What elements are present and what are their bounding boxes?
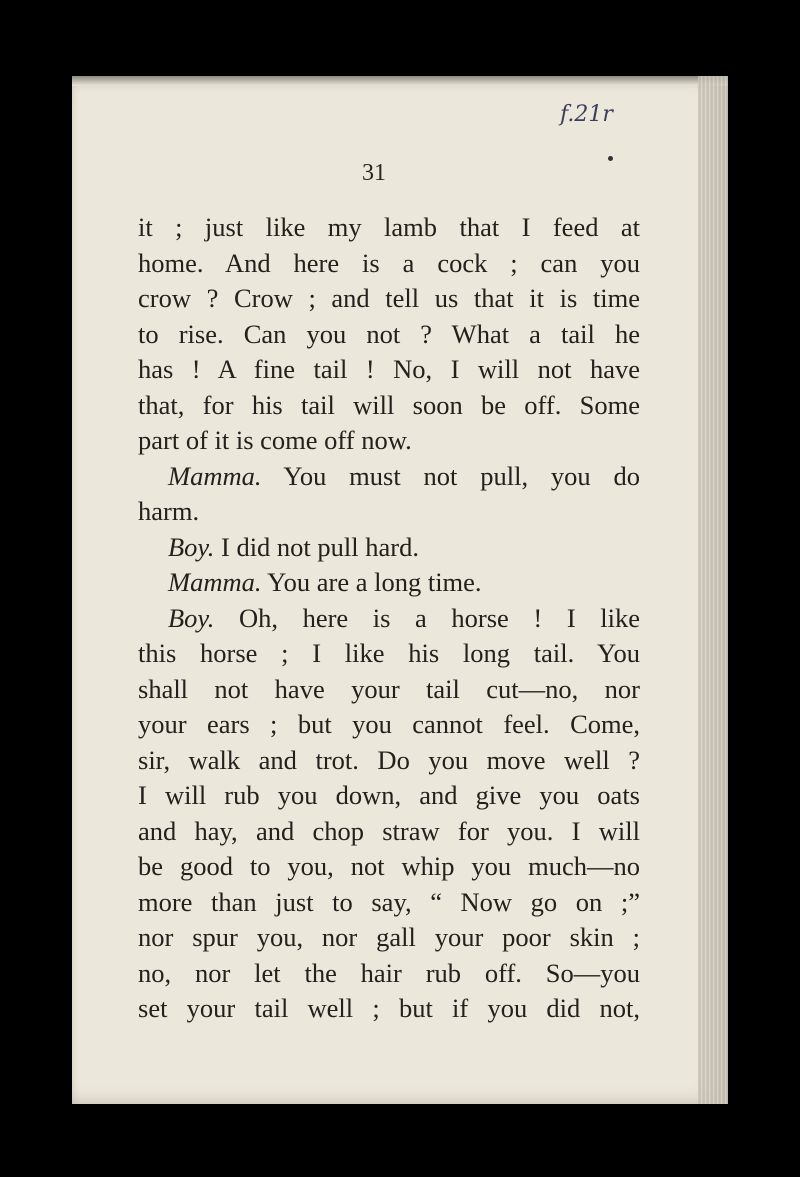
page-top-edge [72,76,728,86]
text-line: it ; just like my lamb that I feed at [138,212,640,242]
page-number: 31 [362,160,386,186]
speaker-label: Mamma. [168,460,262,491]
dialogue-line: Mamma. You are a long time. [168,567,482,597]
dialogue-line: Boy. I did not pull hard. [168,531,419,562]
speaker-label: Boy. [168,602,215,633]
text-line: no, nor let the hair rub off. So—you [138,957,640,988]
page-gutter-edge [698,76,728,1104]
handwritten-folio-mark: f.21r [560,102,613,127]
text-line: set your tail well ; but if you did not, [138,993,640,1023]
page-text [138,210,640,1027]
text-line: that, for his tail will soon be off. Some [138,389,640,420]
text-line: to rise. Can you not ? What a tail he [138,318,640,349]
text-line: has ! A fine tail ! No, I will not have [138,354,640,384]
text-line: this horse ; I like his long tail. You [138,638,640,668]
text-line: your ears ; but you cannot feel. Come, [138,709,640,739]
speaker-label: Mamma. [168,567,262,597]
book-page [72,76,728,1104]
text-line: be good to you, not whip you much—no [138,851,640,881]
dialogue-line: Boy. Oh, here is a horse ! I like [168,602,640,633]
dialogue-line: Mamma. You must not pull, you do [168,460,640,491]
text-line: home. And here is a cock ; can you [138,247,640,278]
speaker-label: Boy. [168,531,215,562]
text-line: part of it is come off now. [138,425,412,455]
text-line: crow ? Crow ; and tell us that it is time [138,283,640,313]
ink-dot [608,156,613,161]
text-line: shall not have your tail cut—no, nor [138,673,640,704]
text-line: I will rub you down, and give you oats [138,780,640,810]
text-line: nor spur you, nor gall your poor skin ; [138,922,640,952]
text-line: sir, walk and trot. Do you move well ? [138,744,640,775]
text-line: harm. [138,496,200,526]
text-line: and hay, and chop straw for you. I will [138,815,640,846]
text-line: more than just to say, “ Now go on ;” [138,886,640,917]
